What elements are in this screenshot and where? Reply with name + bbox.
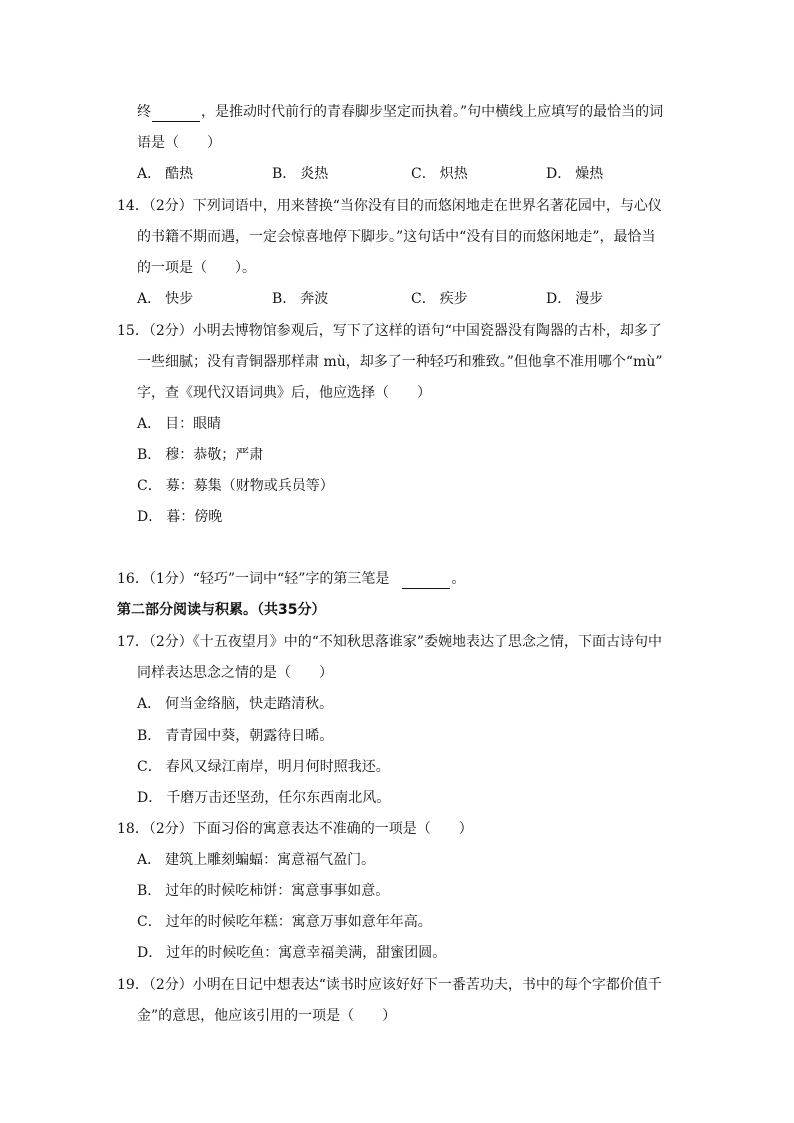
option-letter: B． bbox=[272, 291, 297, 307]
q15-option-d[interactable] bbox=[137, 507, 222, 527]
option-letter: A． bbox=[137, 416, 162, 432]
q13-line-2: 语是（ ） bbox=[137, 135, 221, 151]
q15-line-3: 字，查《现代汉语词典》后，他应选择（ ） bbox=[137, 385, 431, 401]
option-letter: A． bbox=[137, 291, 162, 307]
fill-in-blank bbox=[402, 574, 450, 589]
option-text: 建筑上雕刻蝙蝠：寓意福气盈门。 bbox=[165, 852, 376, 868]
option-letter: D． bbox=[137, 790, 163, 806]
option-letter: C． bbox=[411, 291, 436, 307]
option-letter: C． bbox=[411, 166, 436, 182]
q18-option-d[interactable] bbox=[137, 943, 446, 963]
q13-option-d[interactable] bbox=[546, 164, 603, 184]
q17-option-d[interactable] bbox=[137, 788, 390, 808]
option-text: 奔波 bbox=[300, 291, 329, 307]
q14-option-d[interactable] bbox=[546, 289, 603, 309]
q15-option-a[interactable] bbox=[137, 414, 221, 434]
q17-option-c[interactable] bbox=[137, 757, 390, 777]
option-text: 何当金络脑，快走踏清秋。 bbox=[165, 696, 334, 712]
option-text: 过年的时候吃年糕：寓意万事如意年年高。 bbox=[165, 914, 432, 930]
option-text: 过年的时候吃鱼：寓意幸福美满，甜蜜团圆。 bbox=[166, 945, 447, 961]
q15-line-2: 一些细腻；没有青铜器那样肃 mù，却多了一种轻巧和雅致。”但他拿不准用哪个“mù” bbox=[137, 354, 663, 370]
option-letter: B． bbox=[137, 883, 162, 899]
option-letter: C． bbox=[137, 914, 162, 930]
q14-line-2: 的书籍不期而遇，一定会惊喜地停下脚步。”这句话中“没有目的而悠闲地走”，最恰当 bbox=[137, 229, 656, 245]
option-letter: D． bbox=[546, 166, 572, 182]
q13-line-1 bbox=[137, 102, 663, 122]
option-text: 过年的时候吃柿饼：寓意事事如意。 bbox=[165, 883, 390, 899]
q14-option-c[interactable] bbox=[411, 289, 468, 309]
q14-option-b[interactable] bbox=[272, 289, 328, 309]
q16-line-1 bbox=[117, 569, 465, 589]
q13-option-b[interactable] bbox=[272, 164, 328, 184]
option-letter: D． bbox=[546, 291, 572, 307]
q14-line-1: 14．（2分）下列词语中，用来替换“当你没有目的而悠闲地走在世界名著花园中，与心仪 bbox=[117, 198, 662, 214]
option-text: 春风又绿江南岸，明月何时照我还。 bbox=[165, 759, 390, 775]
q18-line-1: 18．（2分）下面习俗的寓意表达不准确的一项是（ ） bbox=[117, 821, 473, 837]
section-2-title: 第二部分阅读与积累。（共35分） bbox=[117, 602, 326, 618]
q18-option-b[interactable] bbox=[137, 881, 389, 901]
option-letter: A． bbox=[137, 852, 162, 868]
option-text: 青青园中葵，朝露待日晞。 bbox=[165, 728, 334, 744]
option-text: 酷热 bbox=[165, 166, 194, 182]
q16-question-text: 16．（1分）“轻巧”一词中“轻”字的第三笔是 bbox=[117, 571, 390, 587]
option-text: 穆：恭敬；严肃 bbox=[165, 447, 264, 463]
option-letter: C． bbox=[137, 759, 162, 775]
option-text: 千磨万击还坚劲，任尔东西南北风。 bbox=[166, 790, 391, 806]
q17-line-2: 同样表达思念之情的是（ ） bbox=[137, 665, 333, 681]
fill-in-blank bbox=[152, 107, 200, 122]
q18-option-a[interactable] bbox=[137, 850, 375, 870]
option-letter: D． bbox=[137, 945, 163, 961]
q16-line-end: 。 bbox=[451, 571, 466, 587]
q13-option-a[interactable] bbox=[137, 164, 193, 184]
q17-line-1: 17．（2分）《十五夜望月》中的“不知秋思落谁家”委婉地表达了思念之情，下面古诗句中 bbox=[117, 634, 663, 650]
option-text: 炎热 bbox=[300, 166, 329, 182]
q15-line-1: 15．（2分）小明去博物馆参观后，写下了这样的语句“中国瓷器没有陶器的古朴，却多了 bbox=[117, 323, 662, 339]
option-letter: B． bbox=[272, 166, 297, 182]
option-text: 暮：傍晚 bbox=[166, 509, 223, 525]
q14-option-a[interactable] bbox=[137, 289, 193, 309]
q19-line-1: 19．（2分）小明在日记中想表达“读书时应该好好下一番苦功夫，书中的每个字都价值千 bbox=[117, 977, 662, 993]
option-letter: D． bbox=[137, 509, 163, 525]
q17-option-a[interactable] bbox=[137, 694, 333, 714]
q13-line-1-prefix: 终 bbox=[137, 104, 151, 120]
option-letter: C． bbox=[137, 478, 162, 494]
q13-option-c[interactable] bbox=[411, 164, 468, 184]
option-letter: A． bbox=[137, 166, 162, 182]
option-letter: B． bbox=[137, 728, 162, 744]
option-letter: A． bbox=[137, 696, 162, 712]
q14-line-3: 的一项是（ ）。 bbox=[137, 260, 256, 276]
q15-option-b[interactable] bbox=[137, 445, 263, 465]
option-text: 疾步 bbox=[439, 291, 468, 307]
option-text: 目：眼睛 bbox=[165, 416, 222, 432]
option-text: 炽热 bbox=[439, 166, 468, 182]
q19-line-2: 金”的意思，他应该引用的一项是（ ） bbox=[137, 1008, 397, 1024]
option-text: 燥热 bbox=[575, 166, 604, 182]
q13-line-1-suffix: ，是推动时代前行的青春脚步坚定而执着。”句中横线上应填写的最恰当的词 bbox=[201, 104, 664, 120]
option-text: 快步 bbox=[165, 291, 194, 307]
q15-option-c[interactable] bbox=[137, 476, 334, 496]
option-text: 募：募集（财物或兵员等） bbox=[165, 478, 334, 494]
q17-option-b[interactable] bbox=[137, 726, 333, 746]
option-letter: B． bbox=[137, 447, 162, 463]
q18-option-c[interactable] bbox=[137, 912, 432, 932]
option-text: 漫步 bbox=[575, 291, 604, 307]
